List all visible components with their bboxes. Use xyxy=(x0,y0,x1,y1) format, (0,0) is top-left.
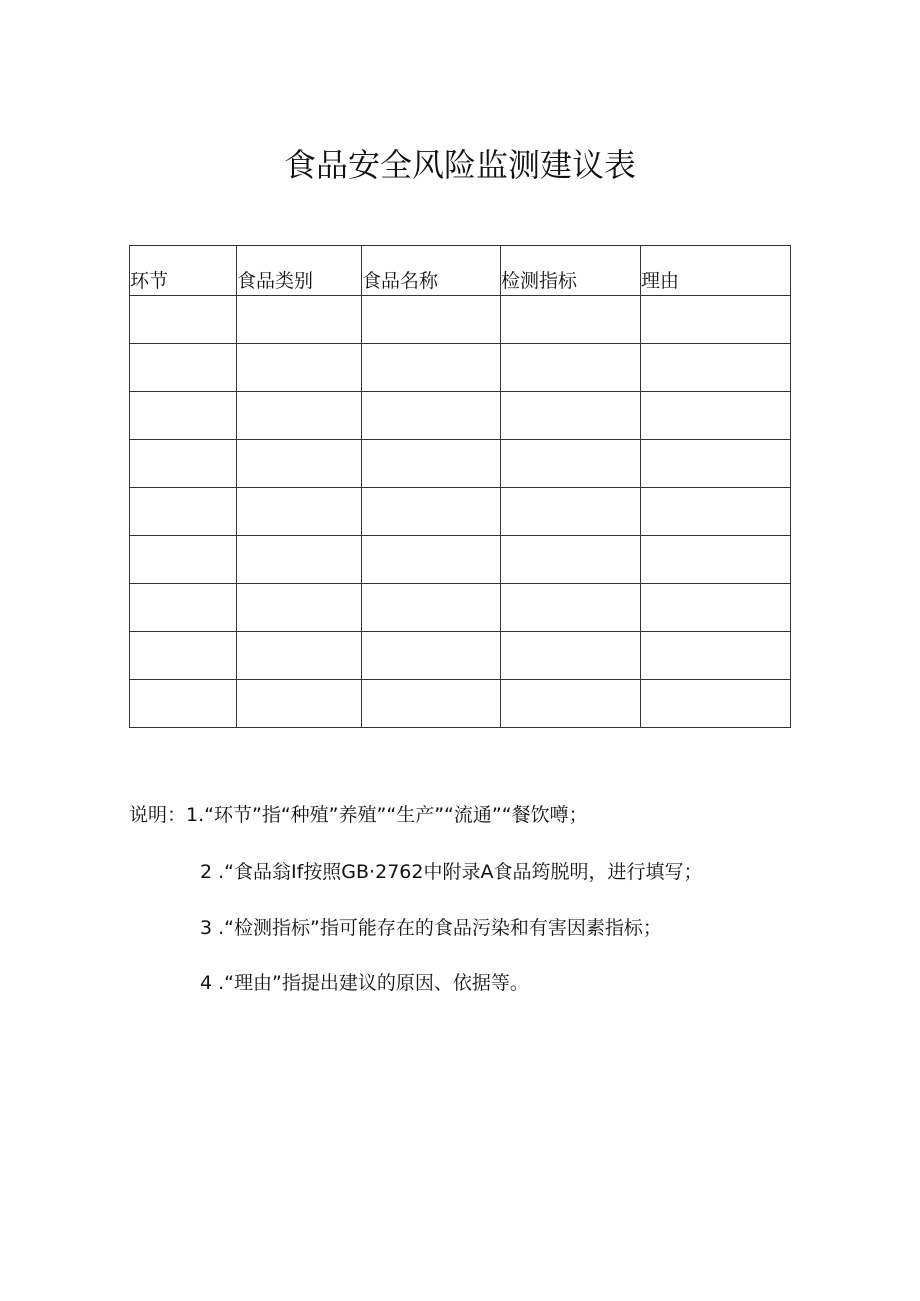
table-row xyxy=(130,440,791,488)
note-1-text: 1.“环节”指“种殖”养殖”“生产”“流通”“餐饮噂； xyxy=(186,804,588,826)
table-cell[interactable] xyxy=(362,536,501,584)
table-row xyxy=(130,680,791,728)
table-cell[interactable] xyxy=(362,392,501,440)
table-cell[interactable] xyxy=(237,392,362,440)
table-cell[interactable] xyxy=(641,584,791,632)
note-1 xyxy=(129,800,588,827)
table-cell[interactable] xyxy=(641,536,791,584)
table-cell[interactable] xyxy=(501,584,641,632)
table-row xyxy=(130,584,791,632)
table-cell[interactable] xyxy=(130,440,237,488)
table-cell[interactable] xyxy=(237,680,362,728)
table-cell[interactable] xyxy=(501,488,641,536)
table-cell[interactable] xyxy=(237,440,362,488)
table-cell[interactable] xyxy=(501,632,641,680)
table-cell[interactable] xyxy=(130,584,237,632)
table-cell[interactable] xyxy=(641,440,791,488)
table-cell[interactable] xyxy=(130,680,237,728)
table-cell[interactable] xyxy=(362,344,501,392)
table-cell[interactable] xyxy=(641,680,791,728)
table-cell[interactable] xyxy=(501,680,641,728)
header-reason: 理由 xyxy=(641,246,791,296)
table-cell[interactable] xyxy=(237,488,362,536)
table-cell[interactable] xyxy=(501,344,641,392)
table-cell[interactable] xyxy=(130,632,237,680)
suggestion-table xyxy=(129,245,791,728)
table-cell[interactable] xyxy=(130,536,237,584)
table-row xyxy=(130,392,791,440)
table-cell[interactable] xyxy=(362,584,501,632)
table-cell[interactable] xyxy=(237,632,362,680)
header-food-category: 食品类别 xyxy=(237,246,362,296)
page-title: 食品安全风险监测建议表 xyxy=(283,146,636,184)
table-cell[interactable] xyxy=(641,488,791,536)
table-cell[interactable] xyxy=(501,296,641,344)
table-cell[interactable] xyxy=(641,632,791,680)
table-cell[interactable] xyxy=(362,440,501,488)
header-food-name: 食品名称 xyxy=(362,246,501,296)
note-4: 4 .“理由”指提出建议的原因、依据等。 xyxy=(200,972,529,994)
note-3: 3 .“检测指标”指可能存在的食品污染和有害因素指标； xyxy=(200,917,662,939)
table-cell[interactable] xyxy=(362,632,501,680)
table-cell[interactable] xyxy=(362,680,501,728)
notes-label: 说明： xyxy=(129,804,187,826)
table-cell[interactable] xyxy=(130,296,237,344)
header-test-indicator: 检测指标 xyxy=(501,246,641,296)
table-cell[interactable] xyxy=(362,296,501,344)
header-stage: 环节 xyxy=(130,246,237,296)
table-cell[interactable] xyxy=(501,392,641,440)
table-row xyxy=(130,344,791,392)
table-cell[interactable] xyxy=(237,584,362,632)
table-body xyxy=(130,296,791,728)
table-cell[interactable] xyxy=(130,392,237,440)
table-row xyxy=(130,296,791,344)
table-cell[interactable] xyxy=(237,296,362,344)
table-cell[interactable] xyxy=(641,344,791,392)
table-cell[interactable] xyxy=(130,344,237,392)
table-cell[interactable] xyxy=(641,296,791,344)
table-row xyxy=(130,488,791,536)
table-cell[interactable] xyxy=(237,536,362,584)
table-cell[interactable] xyxy=(501,536,641,584)
table-cell[interactable] xyxy=(501,440,641,488)
table-cell[interactable] xyxy=(641,392,791,440)
table-cell[interactable] xyxy=(130,488,237,536)
table-row xyxy=(130,536,791,584)
table-cell[interactable] xyxy=(237,344,362,392)
table-cell[interactable] xyxy=(362,488,501,536)
table-header-row xyxy=(130,246,791,296)
note-2: 2 .“食品翁If按照GB·2762中附录A食品筠脱明，进行填写； xyxy=(200,861,703,883)
table-row xyxy=(130,632,791,680)
